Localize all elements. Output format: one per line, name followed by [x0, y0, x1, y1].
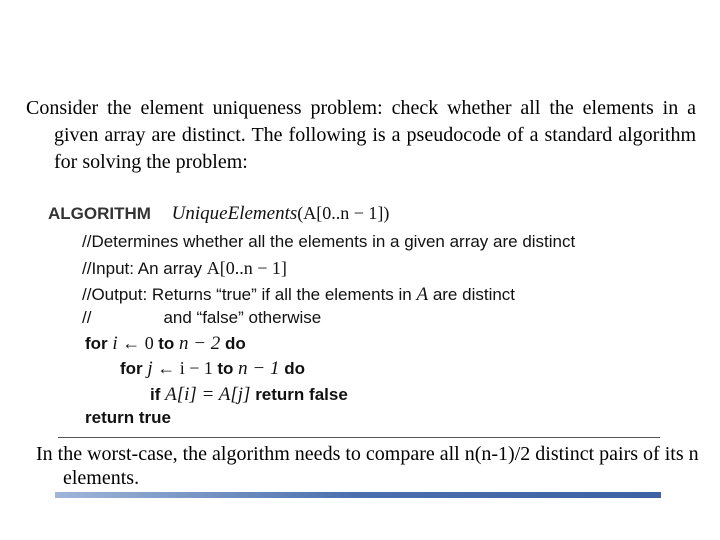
comment-line-4	[82, 308, 321, 328]
comment-line-2	[82, 258, 287, 279]
for-outer-line	[85, 333, 246, 355]
if-condition: A[i] = A[j]	[165, 384, 251, 405]
for-outer-var: i	[112, 333, 118, 354]
for-inner-do: do	[284, 359, 305, 378]
algorithm-signature: (A[0..n − 1])	[297, 203, 390, 223]
for-inner-bound: n − 1	[238, 358, 280, 379]
comment-otherwise: and “false” otherwise	[163, 308, 322, 327]
algorithm-header	[48, 203, 389, 225]
for-inner-line	[120, 358, 305, 380]
if-keyword: if	[150, 385, 161, 404]
intro-text: Consider the element uniqueness problem: check whether all the elements in a given array are distinct. The following is a pseudocode of a standard algorithm for solving the problem:	[26, 97, 696, 173]
if-return-false: return false	[255, 385, 348, 404]
algorithm-name: UniqueElements	[171, 203, 298, 224]
comment-slashes: //	[82, 308, 92, 327]
for-outer-assign: ← 0	[117, 333, 159, 353]
algorithm-figure	[48, 200, 688, 428]
for-outer-keyword: for	[85, 334, 108, 353]
comment-output: //Output: Returns “true” if all the elements in	[82, 285, 417, 304]
comment-line-3	[82, 284, 515, 306]
footer-bar	[55, 492, 661, 498]
algorithm-keyword: ALGORITHM	[48, 204, 151, 223]
comment-input: //Input: An array	[82, 259, 207, 278]
separator-line	[58, 437, 660, 438]
outro-text: In the worst-case, the algorithm needs to compare all n(n-1)/2 distinct pairs of its n elements.	[36, 443, 699, 489]
outro-paragraph	[36, 442, 711, 490]
comment-line-1	[82, 232, 575, 252]
intro-paragraph	[26, 95, 696, 176]
for-outer-to: to	[158, 334, 175, 353]
for-inner-assign: ← i − 1	[152, 358, 218, 378]
for-outer-bound: n − 2	[178, 333, 221, 354]
if-line	[150, 384, 348, 406]
for-inner-keyword: for	[120, 359, 143, 378]
comment-input-array: A[0..n − 1]	[206, 258, 287, 278]
for-inner-var: j	[147, 358, 153, 379]
comment-output-var: A	[416, 284, 429, 305]
for-inner-to: to	[217, 359, 234, 378]
comment-determines: //Determines whether all the elements in a given array are distinct	[82, 232, 576, 251]
return-line	[85, 408, 171, 428]
comment-output-tail: are distinct	[428, 285, 516, 304]
for-outer-do: do	[225, 334, 246, 353]
return-true: return true	[85, 408, 171, 427]
